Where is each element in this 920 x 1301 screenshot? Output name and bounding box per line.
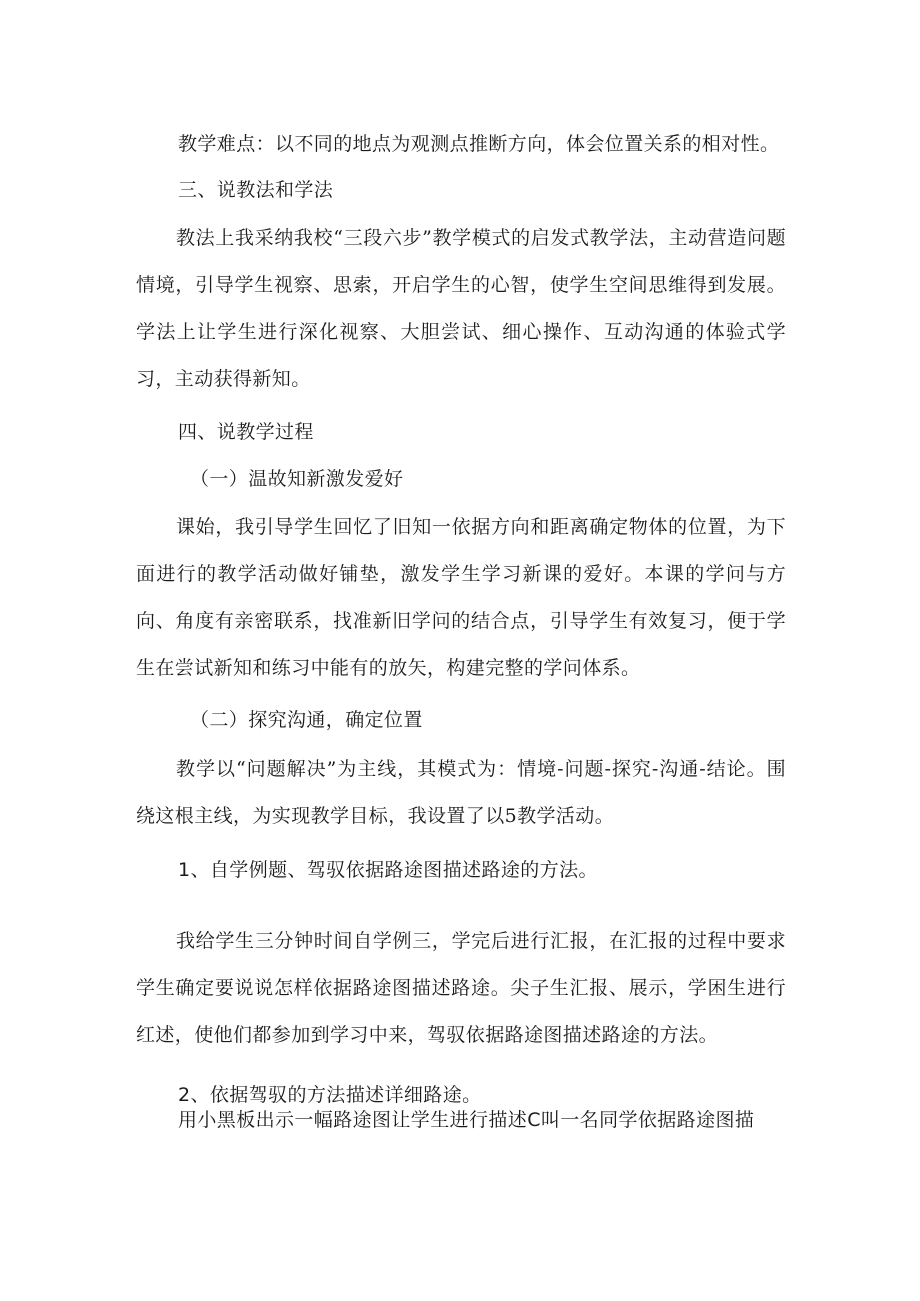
subsection-1-heading: （一）温故知新激发爱好 [190, 468, 404, 490]
subsection-2-body [136, 746, 786, 840]
activity-2-body: 用小黑板出示一幅路途图让学生进行描述C叫一名同学依据路途图描 [178, 1109, 755, 1131]
activity-1-body [136, 918, 786, 1059]
section-3-heading: 三、说教法和学法 [178, 179, 334, 201]
activity-1-heading: 1、自学例题、驾驭依据路途图描述路途的方法。 [178, 859, 598, 881]
section-4-heading: 四、说教学过程 [178, 421, 314, 443]
subsection-2-heading: （二）探究沟通，确定位置 [190, 709, 423, 731]
subsection-2-paragraph: 教学以“问题解决”为主线，其模式为：情境-问题-探究-沟通-结论。围绕这根主线，为实现教学目标，我设置了以5教学活动。 [136, 758, 786, 827]
activity-1-paragraph: 我给学生三分钟时间自学例三，学完后进行汇报，在汇报的过程中要求学生确定要说说怎样依据路途图描述路途。尖子生汇报、展示，学困生进行红述，使他们都参加到学习中来，驾驭依据路途图描述路途的方法。 [136, 930, 786, 1046]
subsection-1-body [136, 504, 786, 692]
section-3-paragraph: 教法上我采纳我校“三段六步”教学模式的启发式教学法，主动营造问题情境，引导学生视察、思索，开启学生的心智，使学生空间思维得到发展。学法上让学生进行深化视察、大胆尝试、细心操作、互动沟通的体验式学习，主动获得新知。 [136, 227, 786, 390]
activity-2-heading: 2、依据驾驭的方法描述详细路途。 [178, 1084, 482, 1106]
teaching-difficulty: 教学难点：以不同的地点为观测点推断方向，体会位置关系的相对性。 [178, 133, 780, 155]
subsection-1-paragraph: 课始，我引导学生回忆了旧知一依据方向和距离确定物体的位置，为下面进行的教学活动做好铺垫，激发学生学习新课的爱好。本课的学问与方向、角度有亲密联系，找准新旧学问的结合点，引导学生有效复习，便于学生在尝试新知和练习中能有的放矢，构建完整的学问体系。 [136, 516, 786, 679]
section-3-body [136, 215, 786, 403]
